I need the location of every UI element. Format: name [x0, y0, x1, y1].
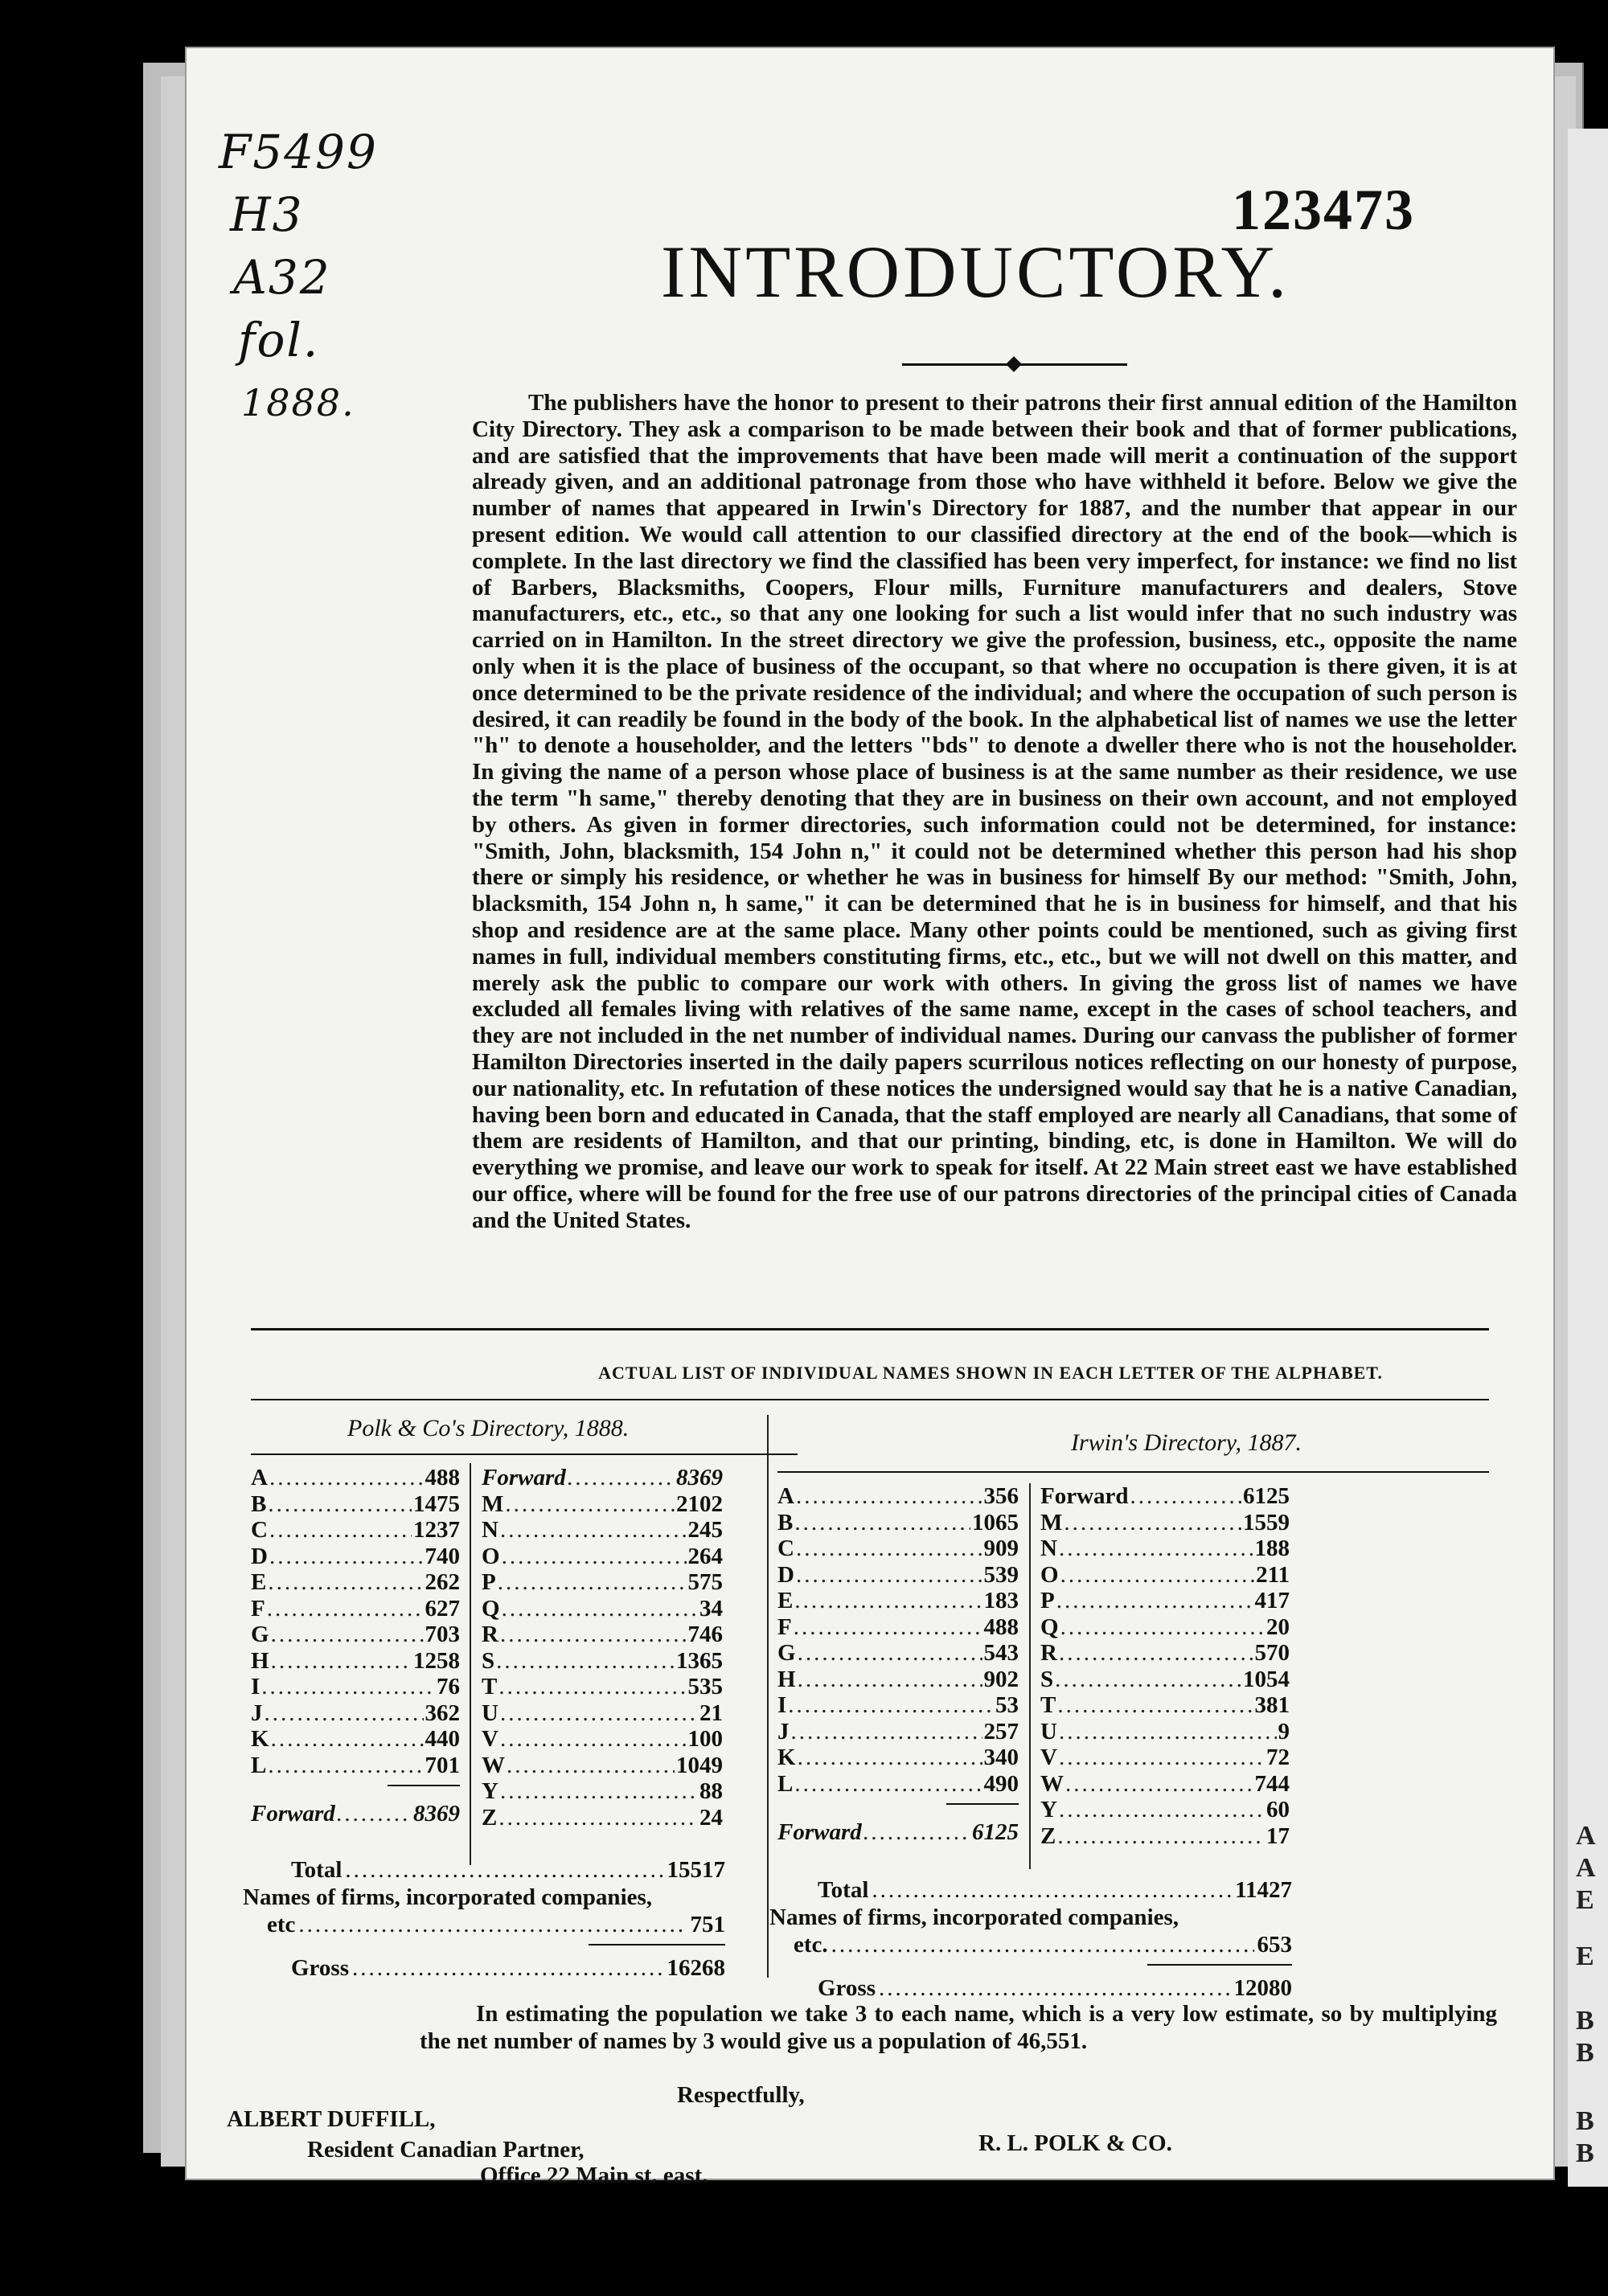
letter-count-row	[482, 1753, 723, 1779]
forward-label: Forward	[251, 1801, 335, 1827]
letter-count-row	[777, 1640, 1019, 1667]
letter-label: F	[777, 1613, 792, 1640]
name-count: 909	[983, 1535, 1019, 1561]
letter-count-row	[251, 1491, 460, 1518]
letter-label: J	[251, 1699, 263, 1726]
leader-dots	[268, 1569, 423, 1596]
leader-dots	[500, 1778, 698, 1805]
leader-dots	[1065, 1771, 1253, 1798]
letter-label: K	[777, 1745, 796, 1770]
letter-label: J	[777, 1718, 790, 1745]
leader-dots	[794, 1771, 982, 1798]
facing-page-letter: B	[1576, 2006, 1594, 2036]
call-number-line: A32	[233, 250, 331, 305]
leader-dots	[261, 1674, 435, 1700]
leader-dots	[498, 1674, 686, 1700]
title-ornament-rule	[902, 363, 1127, 366]
name-count: 539	[983, 1561, 1019, 1588]
letter-count-row	[1040, 1771, 1290, 1798]
name-count: 356	[983, 1483, 1019, 1509]
letter-label: F	[251, 1595, 265, 1622]
letter-label: B	[251, 1490, 267, 1517]
letter-count-row	[482, 1648, 723, 1675]
leader-dots	[1064, 1510, 1241, 1536]
letter-count-row	[482, 1805, 723, 1831]
letter-label: L	[251, 1752, 267, 1778]
letter-count-row	[482, 1700, 723, 1727]
name-count: 1475	[413, 1490, 460, 1517]
leader-dots	[879, 1975, 1231, 2002]
gross-label: Gross	[818, 1975, 876, 2001]
leader-dots	[568, 1465, 675, 1491]
leader-dots	[500, 1700, 698, 1727]
leader-dots	[269, 1517, 412, 1544]
name-count: 60	[1266, 1797, 1290, 1822]
name-count: 88	[699, 1778, 723, 1804]
letter-count-row	[777, 1510, 1019, 1536]
polk-firms-value: 751	[690, 1912, 725, 1937]
polk-gross-value: 16268	[667, 1955, 725, 1981]
signer-name: ALBERT DUFFILL,	[227, 2106, 436, 2132]
letter-count-row	[482, 1778, 723, 1805]
letter-label: N	[482, 1517, 498, 1543]
letter-label: H	[777, 1666, 796, 1692]
polk-summary	[243, 1857, 725, 1982]
letter-label: O	[1040, 1561, 1059, 1588]
company-name: R. L. POLK & CO.	[978, 2130, 1172, 2156]
polk-letters-m-z	[482, 1465, 723, 1831]
irwin-heading-rule	[777, 1471, 1489, 1473]
letter-label: R	[1040, 1640, 1057, 1666]
name-count: 1559	[1243, 1509, 1290, 1535]
name-count: 6125	[1243, 1483, 1290, 1509]
letter-count-row	[482, 1465, 723, 1491]
letter-count-row	[777, 1719, 1019, 1745]
letter-label: W	[1040, 1770, 1064, 1797]
facing-page-letter: A	[1576, 1853, 1596, 1883]
letter-label: A	[777, 1483, 794, 1509]
name-count: 264	[687, 1543, 723, 1569]
letter-count-row	[1040, 1745, 1290, 1771]
letter-count-row	[1040, 1797, 1290, 1823]
leader-dots	[1059, 1719, 1277, 1745]
irwin-firms-value: 653	[1257, 1932, 1292, 1958]
name-count: 1365	[676, 1647, 723, 1674]
letter-count-row	[1040, 1588, 1290, 1614]
letter-count-row	[777, 1745, 1019, 1771]
letter-label: I	[777, 1692, 787, 1718]
irwin-total-value: 11427	[1235, 1877, 1292, 1903]
name-count: 340	[983, 1745, 1019, 1770]
letter-count-row	[777, 1483, 1019, 1510]
call-number-line: 1888.	[241, 381, 355, 424]
name-count: 1237	[413, 1517, 460, 1543]
intro-paragraph: The publishers have the honor to present to their patrons their first annual edition of the Hamilton City Directory. They ask a comparison to be made between their book and that of former publications, and are satisfied that the improvements that have been made will merit a continuation of the support already given, and an additional patronage from those who have withheld it before. Below we give the number of names that appeared in Irwin's Directory for 1887, and the number that appear in our present edition. We would call attention to our classified directory at the end of the book—which is complete. In the last directory we find the classified has been very imperfect, for instance: we find no list of Barbers, Blacksmiths, Coopers, Flour mills, Furniture manufacturers and dealers, Stove manufacturers, etc., etc., so that any one looking for such a list would infer that no such industry was carried on in Hamilton. In the street directory we give the profession, business, etc., opposite the name only when it is the place of business of the occupant, so that where no occupation is there given, it is at once determined to be the private residence of the individual; and where the occupation of such person is desired, it can readily be found in the body of the book. In the alphabetical list of names we use the letter "h" to denote a householder, and the letters "bds" to denote a dweller there who is not the householder. In giving the name of a person whose place of business is at the same number as their residence, we use the term "h same," thereby denoting that they are in business on their own account, and not employed by others. As given in former directories, such information could not be determined, for instance: "Smith, John, blacksmith, 154 John n," it could not be determined whether this person had his shop there or simply his residence, or whether he was in business for himself By our method: "Smith, John, blacksmith, 154 John n, h same," it can be determined that he is in business for himself, and that his shop and residence are at the same place. Many other points could be mentioned, such as giving first names in full, individual members constituting firms, etc., etc., but we will not dwell on this matter, and merely ask the public to compare our work with others. In giving the gross list of names we have excluded all females living with relatives of the same name, except in the cases of school teachers, and they are not included in the net number of individual names. During our canvass the publisher of former Hamilton Directories inserted in the daily papers scurrilous notices reflecting on our honesty of purpose, our nationality, etc. In refutation of these notices the undersigned would say that he is a native Canadian, having been born and educated in Canada, that the staff employed are nearly all Canadians, that some of them are residents of Hamilton, and that our printing, binding, etc, is done in Hamilton. We will do everything we promise, and leave our work to speak for itself. At 22 Main street east we have established our office, where will be found for the free use of our patrons directories of the principal cities of Canada and the United States.	[472, 390, 1517, 1233]
letter-count-row	[1040, 1510, 1290, 1536]
letter-count-row	[1040, 1562, 1290, 1589]
closing-salutation: Respectfully,	[677, 2082, 805, 2108]
leader-dots	[872, 1877, 1232, 1904]
letter-count-row	[1040, 1823, 1290, 1850]
letter-count-row	[777, 1562, 1019, 1589]
leader-dots	[794, 1614, 982, 1641]
name-count: 575	[687, 1569, 723, 1595]
leader-dots	[1059, 1640, 1253, 1667]
leader-dots	[788, 1692, 994, 1719]
leader-dots	[500, 1517, 687, 1544]
letter-count-row	[777, 1614, 1019, 1641]
sum-rule	[388, 1785, 460, 1786]
letter-label: C	[251, 1517, 268, 1543]
name-count: 627	[425, 1595, 460, 1622]
name-count: 543	[983, 1640, 1019, 1666]
handwritten-catalogue-mark	[219, 121, 378, 434]
forward-row	[251, 1801, 460, 1827]
letter-label: K	[251, 1726, 269, 1752]
name-count: 8369	[676, 1465, 723, 1490]
letter-count-row	[251, 1700, 460, 1727]
leader-dots	[1059, 1745, 1265, 1771]
name-count: 9	[1278, 1718, 1290, 1745]
letter-label: L	[777, 1770, 794, 1797]
letter-count-row	[1040, 1640, 1290, 1667]
sum-rule	[946, 1803, 1019, 1805]
leader-dots	[863, 1819, 970, 1846]
letter-count-row	[482, 1596, 723, 1622]
letter-count-row	[1040, 1719, 1290, 1745]
call-number-line: H3	[230, 187, 304, 242]
leader-dots	[794, 1588, 982, 1614]
irwin-letters-a-l	[777, 1483, 1019, 1846]
facing-page-letter: A	[1576, 1821, 1596, 1851]
column-divider	[1029, 1483, 1031, 1869]
name-count: 440	[425, 1726, 460, 1752]
leader-dots	[1060, 1562, 1255, 1589]
letter-count-row	[251, 1465, 460, 1491]
name-count: 245	[687, 1517, 723, 1543]
gross-label: Gross	[291, 1955, 349, 1981]
letter-label: P	[1040, 1588, 1055, 1613]
letter-count-row	[482, 1517, 723, 1544]
name-count: 21	[699, 1699, 723, 1726]
leader-dots	[337, 1801, 412, 1827]
name-count: 488	[425, 1465, 460, 1490]
leader-dots	[1056, 1588, 1253, 1614]
letter-count-row	[482, 1491, 723, 1518]
call-number-line: fol.	[238, 313, 320, 367]
letter-count-row	[251, 1674, 460, 1700]
column-divider	[470, 1463, 471, 1865]
letter-count-row	[1040, 1535, 1290, 1562]
letter-label: Z	[482, 1804, 498, 1831]
letter-count-row	[482, 1544, 723, 1570]
leader-dots	[267, 1596, 424, 1622]
name-count: 1049	[676, 1752, 723, 1778]
letter-label: T	[1040, 1692, 1056, 1718]
leader-dots	[798, 1745, 982, 1771]
name-count: 183	[983, 1588, 1019, 1613]
name-count: 188	[1254, 1535, 1290, 1561]
letter-count-row	[1040, 1483, 1290, 1510]
name-count: 535	[687, 1674, 723, 1699]
letter-label: G	[251, 1622, 269, 1647]
letter-label: D	[251, 1543, 268, 1569]
letter-count-row	[1040, 1614, 1290, 1641]
leader-dots	[498, 1569, 687, 1596]
name-count: 211	[1256, 1561, 1290, 1588]
letter-label: V	[482, 1726, 498, 1752]
letter-label: T	[482, 1674, 498, 1699]
leader-dots	[271, 1648, 412, 1675]
irwin-gross-row	[769, 1975, 1292, 2003]
table-top-rule	[251, 1399, 1489, 1400]
total-label: Total	[291, 1857, 343, 1883]
letter-count-row	[1040, 1692, 1290, 1719]
name-count: 20	[1266, 1613, 1290, 1640]
letter-count-row	[777, 1692, 1019, 1719]
leader-dots	[298, 1912, 687, 1938]
leader-dots	[268, 1753, 423, 1779]
name-count: 362	[425, 1699, 460, 1726]
forward-value: 8369	[413, 1801, 460, 1827]
polk-firms-row	[243, 1912, 725, 1939]
leader-dots	[1059, 1535, 1253, 1562]
facing-page-letter: B	[1576, 2106, 1594, 2136]
letter-count-row	[777, 1771, 1019, 1798]
leader-dots	[500, 1726, 687, 1753]
name-count: 1054	[1243, 1666, 1290, 1692]
name-count: 2102	[676, 1490, 723, 1517]
letter-label: Z	[1040, 1822, 1056, 1849]
letter-count-row	[251, 1517, 460, 1544]
document-page	[187, 48, 1553, 2188]
irwin-total-row	[769, 1877, 1292, 1904]
section-divider	[251, 1328, 1489, 1330]
leader-dots	[265, 1700, 424, 1727]
leader-dots	[502, 1544, 687, 1570]
letter-count-row	[482, 1569, 723, 1596]
letter-label: W	[482, 1752, 505, 1778]
letter-label: D	[777, 1561, 794, 1588]
name-count: 488	[983, 1613, 1019, 1640]
leader-dots	[269, 1544, 424, 1570]
name-count: 417	[1254, 1588, 1290, 1613]
facing-page-letter: E	[1576, 1941, 1594, 1971]
letter-count-row	[251, 1753, 460, 1779]
letter-label: A	[251, 1465, 268, 1490]
facing-page-letter: E	[1576, 1885, 1594, 1915]
polk-total-value: 15517	[667, 1857, 725, 1883]
directory-divider	[767, 1415, 769, 1978]
letter-label: P	[482, 1569, 496, 1595]
letter-count-row	[251, 1569, 460, 1596]
facing-page-letter: B	[1576, 2038, 1594, 2068]
leader-dots	[798, 1667, 982, 1693]
sum-rule	[589, 1944, 725, 1945]
name-count: 257	[983, 1718, 1019, 1745]
name-count: 1065	[972, 1509, 1019, 1535]
irwin-directory-heading: Irwin's Directory, 1887.	[1071, 1429, 1302, 1456]
page-title: INTRODUCTORY.	[661, 231, 1290, 313]
irwin-gross-value: 12080	[1233, 1975, 1292, 2001]
letter-count-row	[251, 1648, 460, 1675]
letter-label: Q	[1040, 1613, 1059, 1640]
letter-label: V	[1040, 1745, 1057, 1770]
leader-dots	[268, 1491, 412, 1518]
irwin-firms-row	[769, 1932, 1292, 1959]
name-count: 701	[425, 1752, 460, 1778]
name-count: 17	[1266, 1822, 1290, 1849]
signer-title: Resident Canadian Partner,	[307, 2137, 585, 2163]
letter-label: U	[482, 1699, 498, 1726]
name-count: 72	[1266, 1745, 1290, 1770]
leader-dots	[794, 1510, 970, 1536]
leader-dots	[1060, 1614, 1265, 1641]
polk-gross-row	[243, 1955, 725, 1982]
polk-heading-rule	[251, 1453, 798, 1455]
letter-label: B	[777, 1509, 794, 1535]
leader-dots	[352, 1955, 664, 1982]
letter-label: M	[482, 1490, 504, 1517]
letter-label: E	[251, 1569, 267, 1595]
total-label: Total	[818, 1877, 869, 1903]
polk-letters-a-l	[251, 1465, 460, 1827]
sum-rule	[1147, 1964, 1292, 1966]
leader-dots	[1057, 1823, 1265, 1850]
letter-count-row	[482, 1622, 723, 1648]
leader-dots	[498, 1805, 698, 1831]
call-number-line: F5499	[219, 125, 378, 179]
leader-dots	[796, 1483, 982, 1510]
letter-count-row	[251, 1596, 460, 1622]
polk-firms-label: Names of firms, incorporated companies,	[243, 1884, 653, 1910]
leader-dots	[269, 1465, 424, 1491]
leader-dots	[831, 1932, 1254, 1958]
name-count: 490	[983, 1770, 1019, 1797]
letter-count-row	[777, 1588, 1019, 1614]
forward-row	[777, 1819, 1019, 1846]
name-count: 740	[425, 1543, 460, 1569]
leader-dots	[271, 1726, 424, 1753]
name-count: 744	[1254, 1770, 1290, 1797]
letter-label: Y	[1040, 1797, 1057, 1822]
facing-page-edge	[1568, 129, 1608, 2187]
letter-label: S	[482, 1647, 495, 1674]
leader-dots	[1057, 1692, 1253, 1719]
letter-label: U	[1040, 1718, 1057, 1745]
polk-total-row	[243, 1857, 725, 1884]
letter-label: O	[482, 1543, 500, 1569]
leader-dots	[798, 1640, 982, 1667]
letter-label: E	[777, 1588, 794, 1613]
leader-dots	[1130, 1483, 1241, 1510]
letter-label: M	[1040, 1509, 1063, 1535]
leader-dots	[791, 1719, 982, 1745]
letter-label: N	[1040, 1535, 1057, 1561]
letter-label: Y	[482, 1778, 498, 1804]
name-count: 100	[687, 1726, 723, 1752]
irwin-firms-label: Names of firms, incorporated companies,	[769, 1904, 1179, 1930]
letter-count-row	[482, 1674, 723, 1700]
letter-label: S	[1040, 1666, 1054, 1692]
irwin-summary	[769, 1877, 1292, 2003]
letter-label: Q	[482, 1595, 500, 1622]
polk-directory-heading: Polk & Co's Directory, 1888.	[347, 1415, 630, 1441]
leader-dots	[500, 1622, 687, 1648]
population-estimate: In estimating the population we take 3 to each name, which is a very low estimate, so by multiplying the net number of names by 3 would give us a population of 46,551.	[420, 2001, 1497, 2054]
leader-dots	[496, 1648, 675, 1675]
letter-count-row	[1040, 1667, 1290, 1693]
accession-number: 123473	[1232, 178, 1415, 242]
name-count: 570	[1254, 1640, 1290, 1666]
irwin-letters-m-z	[1040, 1483, 1290, 1849]
letter-label: C	[777, 1535, 794, 1561]
leader-dots	[507, 1753, 675, 1779]
name-count: 902	[983, 1666, 1019, 1692]
firms-etc-label: etc	[267, 1912, 296, 1937]
leader-dots	[345, 1857, 663, 1884]
name-count: 76	[437, 1674, 460, 1699]
name-count: 703	[425, 1622, 460, 1647]
name-count: 53	[995, 1692, 1019, 1718]
letter-label: G	[777, 1640, 796, 1666]
leader-dots	[1055, 1667, 1241, 1693]
letter-count-row	[251, 1622, 460, 1648]
leader-dots	[796, 1535, 982, 1562]
letter-label: I	[251, 1674, 260, 1699]
letter-count-row	[777, 1535, 1019, 1562]
name-count: 1258	[413, 1647, 460, 1674]
letter-count-row	[251, 1726, 460, 1753]
letter-count-row	[251, 1544, 460, 1570]
leader-dots	[502, 1596, 698, 1622]
forward-value: 6125	[972, 1819, 1019, 1845]
firms-etc-label: etc.	[794, 1932, 828, 1958]
leader-dots	[505, 1491, 675, 1518]
leader-dots	[796, 1562, 982, 1589]
name-count: 24	[699, 1804, 723, 1831]
letter-label: Forward	[1040, 1483, 1129, 1509]
facing-page-letter: B	[1576, 2138, 1594, 2168]
letter-label: Forward	[482, 1465, 566, 1490]
leader-dots	[271, 1622, 424, 1648]
letter-count-row	[482, 1726, 723, 1753]
signer-office: Office 22 Main st. east.	[480, 2163, 708, 2188]
name-count: 381	[1254, 1692, 1290, 1718]
letter-label: H	[251, 1647, 269, 1674]
name-count: 262	[425, 1569, 460, 1595]
letter-count-row	[777, 1667, 1019, 1693]
leader-dots	[1059, 1797, 1265, 1823]
name-count: 746	[687, 1622, 723, 1647]
name-count: 34	[699, 1595, 723, 1622]
forward-label: Forward	[777, 1819, 862, 1845]
table-title: ACTUAL LIST OF INDIVIDUAL NAMES SHOWN IN EACH LETTER OF THE ALPHABET.	[598, 1363, 1383, 1383]
letter-label: R	[482, 1622, 498, 1647]
